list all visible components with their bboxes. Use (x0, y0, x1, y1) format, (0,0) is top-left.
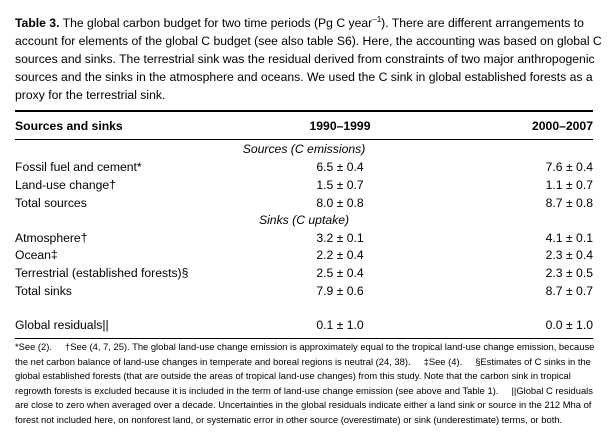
table-label: Table 3. (15, 16, 60, 30)
row-value-1990: 7.9 ± 0.6 (316, 284, 364, 298)
sources-heading-row (15, 140, 593, 158)
sources-heading: Sources (C emissions) (242, 142, 366, 156)
table-row (15, 158, 593, 176)
row-value-2000: 7.6 ± 0.4 (545, 160, 593, 174)
row-value-2000: 2.3 ± 0.4 (545, 248, 593, 262)
table-row (15, 194, 593, 212)
footnote: †See (4, 7, 25). The global land-use change emission is approximately equal to the tropical land-use change emission, because the net carbon balance of land-use changes in temperate and boreal regions is neutral (24, 38). (15, 341, 595, 367)
row-value-1990: 2.2 ± 0.4 (316, 248, 364, 262)
row-value-1990: 6.5 ± 0.4 (316, 160, 364, 174)
table-row (15, 282, 593, 300)
header-sources-sinks: Sources and sinks (15, 119, 123, 133)
footnote: ‡See (4). (423, 355, 463, 367)
row-value-1990: 3.2 ± 0.1 (316, 231, 364, 245)
table-caption (15, 14, 605, 104)
row-value-1990: 0.1 ± 1.0 (316, 318, 364, 332)
caption-text-2: ). There are different arrangements to account for elements of the global C budget (see also table S6). Here, the accounting was based on global C sources and sinks. The terrestrial sink was the residual derived from constraints of two major anthropogenic sources and the sinks in the atmosphere and oceans. We used the C sink in global established forests as a proxy for the terrestrial sink. (15, 16, 602, 102)
top-rule (15, 110, 593, 112)
row-value-2000: 0.0 ± 1.0 (545, 318, 593, 332)
footnote: ||Global C residuals are close to zero when averaged over a decade. Uncertainties in the global residuals indicate either a land sink or source in the 212 Mha of forest not included here, on nonforest land, or systematic error in other source (overestimate) or sink (underestimate) terms, or both. (15, 384, 593, 425)
sinks-heading: Sinks (C uptake) (258, 213, 350, 227)
row-label: Ocean‡ (15, 248, 58, 262)
bottom-rule (15, 338, 593, 339)
table-footnotes (15, 340, 605, 428)
row-value-1990: 1.5 ± 0.7 (316, 178, 364, 192)
table-row (15, 246, 593, 264)
header-1990-1999: 1990–1999 (309, 119, 371, 133)
row-value-2000: 1.1 ± 0.7 (545, 178, 593, 192)
residuals-row (15, 316, 593, 334)
table-row (15, 229, 593, 247)
row-value-2000: 8.7 ± 0.7 (545, 284, 593, 298)
footnote: §Estimates of C sinks in the global established forests (that are outside the areas of tropical land-use changes) from this study. Note that the carbon sink in tropical regrowth forests is excluded because it is included in the term of land-use change emission (see above and Table 1). (15, 355, 591, 396)
header-row (15, 117, 593, 135)
sinks-heading-row (15, 211, 593, 229)
caption-text-1: The global carbon budget for two time periods (Pg C year (59, 16, 373, 30)
table-row (15, 264, 593, 282)
header-2000-2007: 2000–2007 (531, 119, 593, 133)
row-label: Land-use change† (15, 178, 116, 192)
row-value-1990: 2.5 ± 0.4 (316, 266, 364, 280)
row-value-2000: 4.1 ± 0.1 (545, 231, 593, 245)
footnote: *See (2). (15, 341, 52, 352)
table-row (15, 176, 593, 194)
row-label: Atmosphere† (15, 231, 88, 245)
row-label: Total sources (15, 196, 87, 210)
caption-exponent: –1 (372, 14, 382, 24)
row-value-2000: 8.7 ± 0.8 (545, 196, 593, 210)
row-value-1990: 8.0 ± 0.8 (316, 196, 364, 210)
row-label: Terrestrial (established forests)§ (15, 266, 189, 280)
row-label: Total sinks (15, 284, 72, 298)
row-label: Global residuals|| (15, 318, 109, 332)
row-label: Fossil fuel and cement* (15, 160, 142, 174)
row-value-2000: 2.3 ± 0.5 (545, 266, 593, 280)
